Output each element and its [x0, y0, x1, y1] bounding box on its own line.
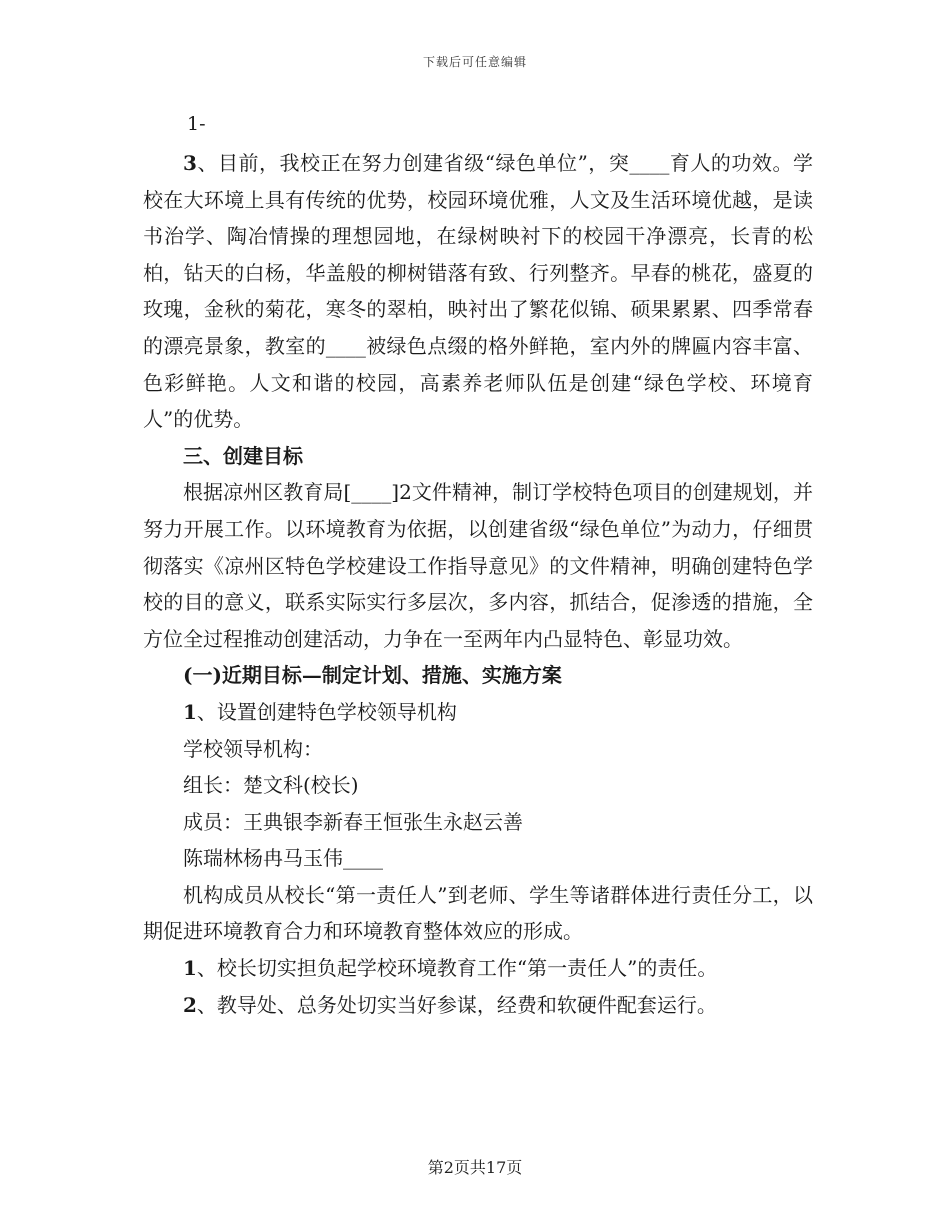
list-item-number: 1: [183, 956, 197, 981]
section-heading-goals: 三、创建目标: [183, 443, 303, 468]
list-item-number: 2: [183, 992, 197, 1017]
paragraph-number: 3: [183, 151, 197, 175]
paragraph-green-unit: [143, 145, 813, 438]
line-leader: 组长：楚文科(校长): [183, 773, 359, 798]
list-item-text: 、设置创建特色学校领导机构: [196, 699, 457, 724]
list-item-principal: [143, 950, 813, 987]
line-members: 成员：王典银李新春王恒张生永赵云善: [183, 809, 523, 834]
paragraph-responsibility: 机构成员从校长“第一责任人”到老师、学生等诸群体进行责任分工，以期促进环境教育合力和环境教育整体效应的形成。: [143, 882, 813, 944]
list-item-number: 1: [183, 699, 197, 724]
paragraph-text: 、目前，我校正在努力创建省级“绿色单位”，突____育人的功效。学校在大环境上具有传统的优势，校园环境优雅，人文及生活环境优越，是读书治学、陶冶情操的理想园地，在绿树映衬下的校园干净漂亮，长青的松柏，钻天的白杨，华盖般的柳树错落有致、行列整齐。早春的桃花，盛夏的玫瑰，金秋的菊花，寒冬的翠柏，映衬出了繁花似锦、硕果累累、四季常春的漂亮景象，教室的____被绿色点缀的格外鲜艳，室内外的牌匾内容丰富、色彩鲜艳。人文和谐的校园，高素养老师队伍是创建“绿色学校、环境育人”的优势。: [143, 151, 813, 432]
list-item-text: 、校长切实担负起学校环境教育工作“第一责任人”的责任。: [196, 956, 718, 981]
line-org: 学校领导机构：: [183, 736, 323, 761]
line-members-continued: 陈瑞林杨冉马玉伟____: [183, 846, 383, 871]
subsection-heading-near-term: (一)近期目标—制定计划、措施、实施方案: [183, 663, 562, 688]
page-header: 下载后可任意编辑: [422, 55, 527, 69]
page-marker: 1-: [187, 113, 206, 135]
document-body: [143, 145, 813, 1023]
page-footer: 第2页共17页: [427, 1158, 523, 1177]
list-item-departments: [143, 987, 813, 1024]
list-item-text: 、教导处、总务处切实当好参谋，经费和软硬件配套运行。: [196, 992, 717, 1017]
paragraph-goals: 根据凉州区教育局[____]2文件精神，制订学校特色项目的创建规划，并努力开展工作。以环境教育为依据，以创建省级“绿色单位”为动力，仔细贯彻落实《凉州区特色学校建设工作指导意见》的文件精神，明确创建特色学校的目的意义，联系实际实行多层次，多内容，抓结合，促渗透的措施，全方位全过程推动创建活动，力争在一至两年内凸显特色、彰显功效。: [143, 480, 813, 651]
list-item-leadership: [143, 694, 813, 731]
